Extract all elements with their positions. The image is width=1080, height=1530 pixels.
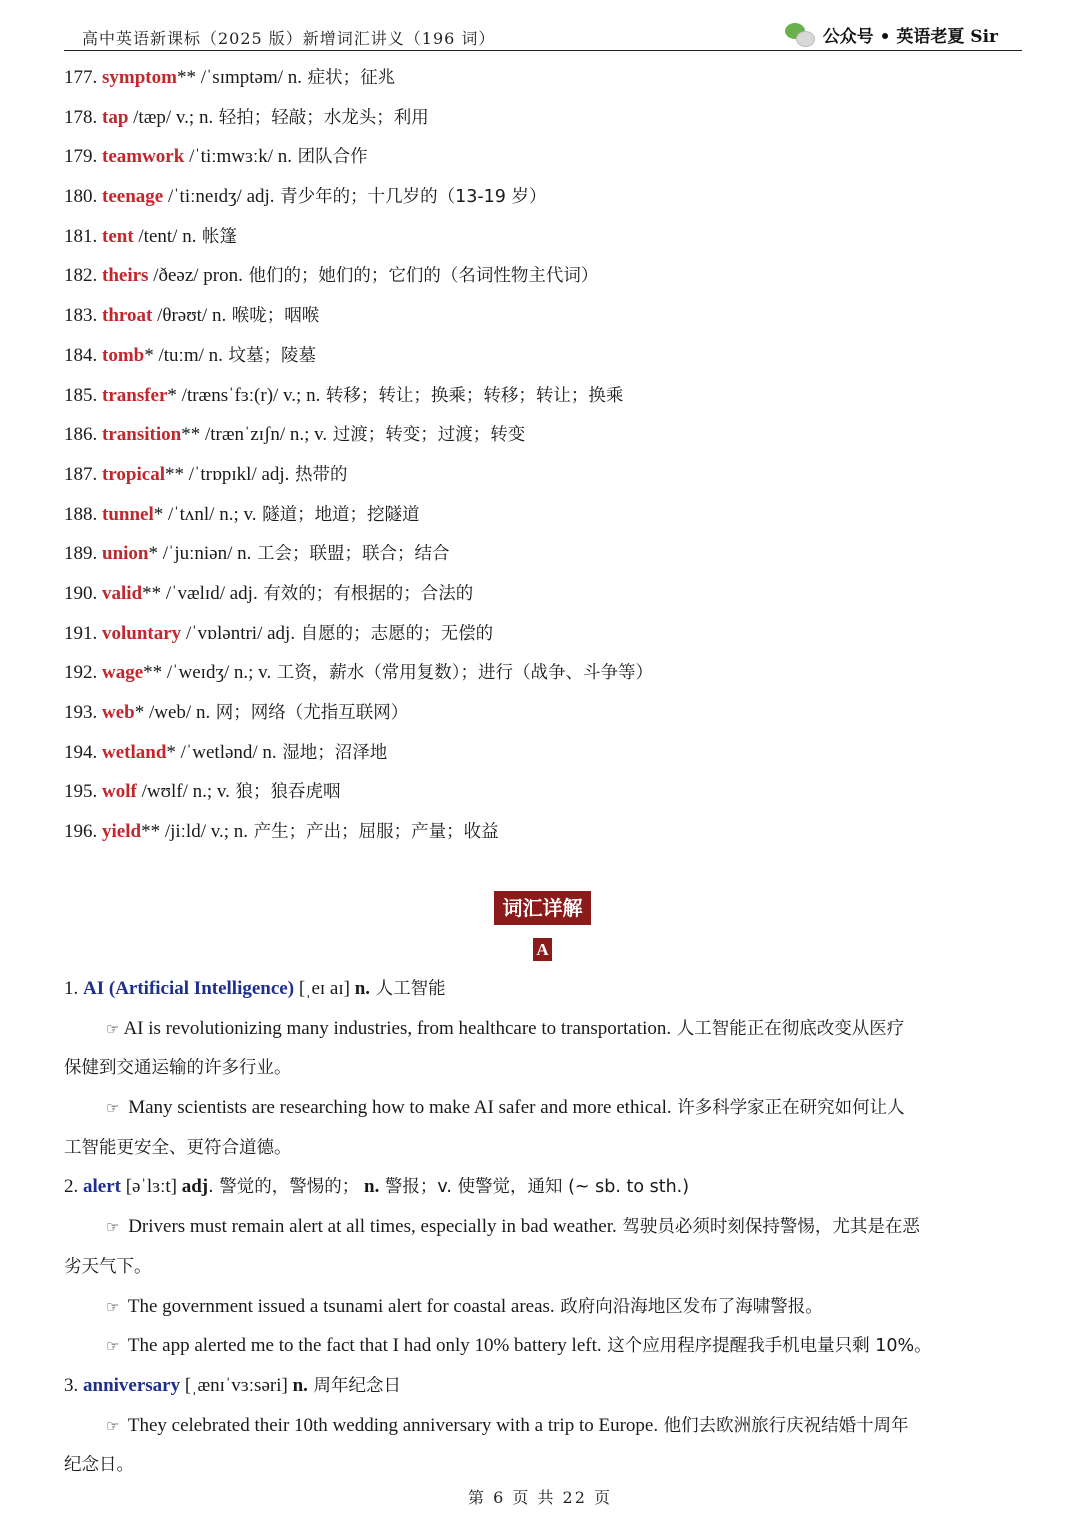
phonetic-pos: /ˈtiːmwɜːk/ n.	[184, 146, 293, 168]
detail-headword: anniversary	[83, 1374, 181, 1396]
frequency-mark: **	[143, 662, 163, 684]
example-english: They celebrated their 10th wedding anniversary with a trip to Europe.	[123, 1414, 659, 1436]
word-entry	[64, 693, 1024, 733]
example-sentence	[64, 1009, 1029, 1049]
headword: wage	[102, 662, 144, 684]
headword: yield	[102, 821, 142, 843]
example-continuation	[64, 1128, 1029, 1168]
phonetic-pos: /wʊlf/ n.; v.	[136, 781, 230, 803]
headword: tunnel	[102, 503, 154, 525]
entry-number: 188.	[64, 503, 98, 525]
headword: teenage	[102, 186, 164, 208]
word-entry	[64, 137, 1024, 177]
word-entry	[64, 296, 1024, 336]
example-chinese: 人工智能正在彻底改变从医疗	[671, 1018, 905, 1039]
phonetic-pos: /trænˈzɪʃn/ n.; v.	[200, 424, 328, 446]
phonetic-pos: /tuːm/ n.	[153, 344, 223, 366]
section-title: 词汇详解	[494, 891, 591, 925]
headword: throat	[102, 305, 153, 327]
detail-meaning: 警报；v. 使警觉，通知 (~ sb. to sth.)	[379, 1177, 690, 1198]
word-entry	[64, 812, 1024, 852]
detail-number: 1.	[64, 978, 83, 999]
example-chinese: 这个应用程序提醒我手机电量只剩 10%。	[601, 1336, 932, 1357]
word-entry	[64, 495, 1024, 535]
chinese-meaning: 青少年的；十几岁的（13-19 岁）	[274, 187, 547, 208]
entry-number: 183.	[64, 305, 98, 327]
detail-pos: n.	[354, 978, 371, 999]
example-sentence	[64, 1326, 1029, 1366]
chinese-meaning: 团队合作	[292, 147, 368, 168]
example-chinese-cont: 劣天气下。	[64, 1256, 152, 1277]
word-entry	[64, 217, 1024, 257]
detail-number: 3.	[64, 1374, 83, 1396]
detail-phonetic: [ˌænɪˈvɜːsəri]	[180, 1374, 293, 1396]
phonetic-pos: /ˈsɪmptəm/ n.	[195, 67, 303, 88]
word-entry	[64, 653, 1024, 693]
headword: symptom	[102, 67, 177, 88]
example-sentence	[64, 1406, 1029, 1446]
account-label: 公众号 • 英语老夏 Sir	[822, 27, 998, 47]
pointing-hand-icon: ☞	[106, 1299, 120, 1316]
frequency-mark: **	[142, 582, 162, 604]
account-label-wrap	[785, 22, 998, 47]
frequency-mark: **	[176, 67, 196, 88]
entry-number: 189.	[64, 543, 98, 565]
word-entry	[64, 772, 1024, 812]
phonetic-pos: /ˈjuːniən/ n.	[157, 543, 252, 565]
example-continuation	[64, 1247, 1029, 1287]
example-chinese-cont: 工智能更安全、更符合道德。	[64, 1137, 292, 1158]
phonetic-pos: /θrəʊt/ n.	[152, 305, 227, 327]
chinese-meaning: 工资，薪水（常用复数）；进行（战争、斗争等）	[271, 663, 654, 684]
entry-number: 184.	[64, 344, 98, 366]
headword: theirs	[102, 265, 149, 287]
detail-headword-line	[64, 1366, 1029, 1406]
phonetic-pos: /ðeəz/ pron.	[148, 265, 243, 287]
word-list	[64, 58, 1024, 852]
word-entry	[64, 733, 1024, 773]
word-entry	[64, 415, 1024, 455]
example-continuation	[64, 1048, 1029, 1088]
headword: transition	[102, 424, 182, 446]
chinese-meaning: 有效的；有根据的；合法的	[257, 583, 474, 604]
chinese-meaning: 过渡；转变；过渡；转变	[327, 425, 526, 446]
pointing-hand-icon: ☞	[106, 1220, 120, 1237]
frequency-mark: *	[167, 384, 177, 406]
example-english: The government issued a tsunami alert for coastal areas.	[123, 1295, 555, 1317]
section-letter: A	[533, 938, 552, 961]
chinese-meaning: 坟墓；陵墓	[222, 345, 316, 366]
chinese-meaning: 喉咙；咽喉	[226, 306, 320, 327]
example-english: The app alerted me to the fact that I had only 10% battery left.	[123, 1335, 602, 1357]
entry-number: 179.	[64, 146, 98, 168]
phonetic-pos: /tæp/ v.; n.	[128, 106, 214, 128]
chinese-meaning: 产生；产出；屈服；产量；收益	[248, 822, 499, 843]
headword: wolf	[102, 781, 137, 803]
phonetic-pos: /web/ n.	[144, 702, 211, 723]
detail-meaning: 周年纪念日	[307, 1375, 401, 1396]
page-header	[64, 18, 1022, 51]
page-number: 第 6 页 共 22 页	[468, 1488, 612, 1507]
entry-number: 178.	[64, 106, 98, 128]
chinese-meaning: 他们的；她们的；它们的（名词性物主代词）	[242, 266, 599, 287]
entry-number: 191.	[64, 622, 98, 644]
frequency-mark: **	[141, 821, 161, 843]
entry-number: 186.	[64, 424, 98, 446]
example-chinese: 驾驶员必须时刻保持警惕，尤其是在恶	[616, 1217, 920, 1238]
detail-pos: n.	[292, 1374, 308, 1396]
detail-meaning: 人工智能	[370, 979, 446, 999]
detail-headword: alert	[83, 1176, 121, 1198]
chinese-meaning: 症状；征兆	[302, 68, 396, 88]
frequency-mark: *	[166, 741, 176, 763]
pointing-hand-icon: ☞	[106, 1339, 120, 1356]
chinese-meaning: 网；网络（尤指互联网）	[210, 703, 409, 723]
chinese-meaning: 狼；狼吞虎咽	[229, 782, 341, 803]
phonetic-pos: /ˈtʌnl/ n.; v.	[163, 503, 257, 525]
entry-number: 193.	[64, 702, 98, 723]
entry-number: 181.	[64, 225, 98, 247]
example-english: AI is revolutionizing many industries, from healthcare to transportation.	[123, 1017, 672, 1039]
frequency-mark: *	[134, 702, 145, 723]
phonetic-pos: /tent/ n.	[133, 225, 197, 247]
detail-pos: adj	[181, 1176, 209, 1198]
example-chinese: 他们去欧洲旅行庆祝结婚十周年	[658, 1415, 909, 1436]
word-entry	[64, 177, 1024, 217]
entry-number: 196.	[64, 821, 98, 843]
chinese-meaning: 工会；联盟；联合；结合	[251, 544, 450, 565]
vocabulary-details	[64, 969, 1029, 1485]
detail-phonetic: [əˈlɜːt]	[120, 1176, 182, 1198]
word-entry	[64, 376, 1024, 416]
phonetic-pos: /ˈwetlənd/ n.	[175, 741, 277, 763]
detail-phonetic: [ˌeɪ aɪ]	[294, 978, 355, 999]
example-sentence	[64, 1207, 1029, 1247]
headword: tent	[102, 225, 134, 247]
chinese-meaning: 湿地；沼泽地	[276, 742, 388, 763]
detail-headword: AI (Artificial Intelligence)	[83, 978, 295, 999]
pointing-hand-icon: ☞	[106, 1418, 120, 1435]
detail-number: 2.	[64, 1176, 83, 1198]
phonetic-pos: /ˈvælɪd/ adj.	[161, 582, 258, 604]
example-chinese: 许多科学家正在研究如何让人	[671, 1098, 905, 1119]
chinese-meaning: 帐篷	[196, 226, 238, 247]
frequency-mark: *	[148, 543, 158, 565]
chinese-meaning: 轻拍；轻敲；水龙头；利用	[213, 107, 429, 128]
entry-number: 180.	[64, 186, 98, 208]
phonetic-pos: /ˈtrɒpɪkl/ adj.	[183, 463, 290, 485]
chinese-meaning: 隧道；地道；挖隧道	[256, 504, 420, 525]
detail-headword-line	[64, 1167, 1029, 1207]
frequency-mark: *	[144, 344, 154, 366]
frequency-mark: **	[181, 424, 201, 446]
example-chinese-cont: 纪念日。	[64, 1455, 134, 1476]
detail-pos-2: n.	[364, 1176, 380, 1198]
word-entry	[64, 58, 1024, 98]
entry-number: 194.	[64, 741, 98, 763]
headword: wetland	[102, 741, 167, 763]
example-chinese: 政府向沿海地区发布了海啸警报。	[554, 1296, 823, 1317]
frequency-mark: *	[153, 503, 164, 525]
headword: web	[102, 702, 135, 723]
entry-number: 187.	[64, 463, 98, 485]
phonetic-pos: /ˈvɒləntri/ adj.	[181, 622, 296, 644]
chinese-meaning: 热带的	[289, 464, 348, 485]
word-entry	[64, 614, 1024, 654]
chinese-meaning: 自愿的；志愿的；无偿的	[295, 623, 494, 644]
example-chinese-cont: 保健到交通运输的许多行业。	[64, 1058, 292, 1079]
wechat-icon	[785, 23, 815, 47]
frequency-mark: **	[164, 463, 184, 485]
word-entry	[64, 256, 1024, 296]
phonetic-pos: /ˈweɪdʒ/ n.; v.	[162, 662, 272, 684]
headword: tropical	[102, 463, 165, 485]
pointing-hand-icon: ☞	[106, 1021, 120, 1038]
word-entry	[64, 455, 1024, 495]
headword: teamwork	[102, 146, 185, 168]
entry-number: 185.	[64, 384, 98, 406]
word-entry	[64, 534, 1024, 574]
example-sentence	[64, 1287, 1029, 1327]
example-english: Drivers must remain alert at all times, especially in bad weather.	[123, 1216, 617, 1238]
entry-number: 192.	[64, 662, 98, 684]
phonetic-pos: /trænsˈfɜː(r)/ v.; n.	[176, 384, 321, 406]
chinese-meaning: 转移；转让；换乘；转移；转让；换乘	[320, 385, 624, 406]
phonetic-pos: /ˈtiːneɪdʒ/ adj.	[163, 186, 275, 208]
detail-meaning: . 警觉的，警惕的；	[208, 1177, 360, 1198]
headword: tomb	[102, 344, 145, 366]
detail-headword-line	[64, 969, 1029, 1009]
entry-number: 182.	[64, 265, 98, 287]
example-sentence	[64, 1088, 1029, 1128]
document-title: 高中英语新课标（2025 版）新增词汇讲义（196 词）	[82, 29, 496, 48]
word-entry	[64, 336, 1024, 376]
entry-number: 190.	[64, 582, 98, 604]
phonetic-pos: /jiːld/ v.; n.	[160, 821, 249, 843]
word-entry	[64, 574, 1024, 614]
headword: voluntary	[102, 622, 182, 644]
entry-number: 177.	[64, 67, 98, 88]
headword: transfer	[102, 384, 168, 406]
headword: tap	[102, 106, 129, 128]
pointing-hand-icon: ☞	[106, 1101, 120, 1118]
headword: valid	[102, 582, 143, 604]
headword: union	[102, 543, 149, 565]
example-english: Many scientists are researching how to make AI safer and more ethical.	[123, 1097, 672, 1119]
entry-number: 195.	[64, 781, 98, 803]
word-entry	[64, 98, 1024, 138]
example-continuation	[64, 1445, 1029, 1485]
